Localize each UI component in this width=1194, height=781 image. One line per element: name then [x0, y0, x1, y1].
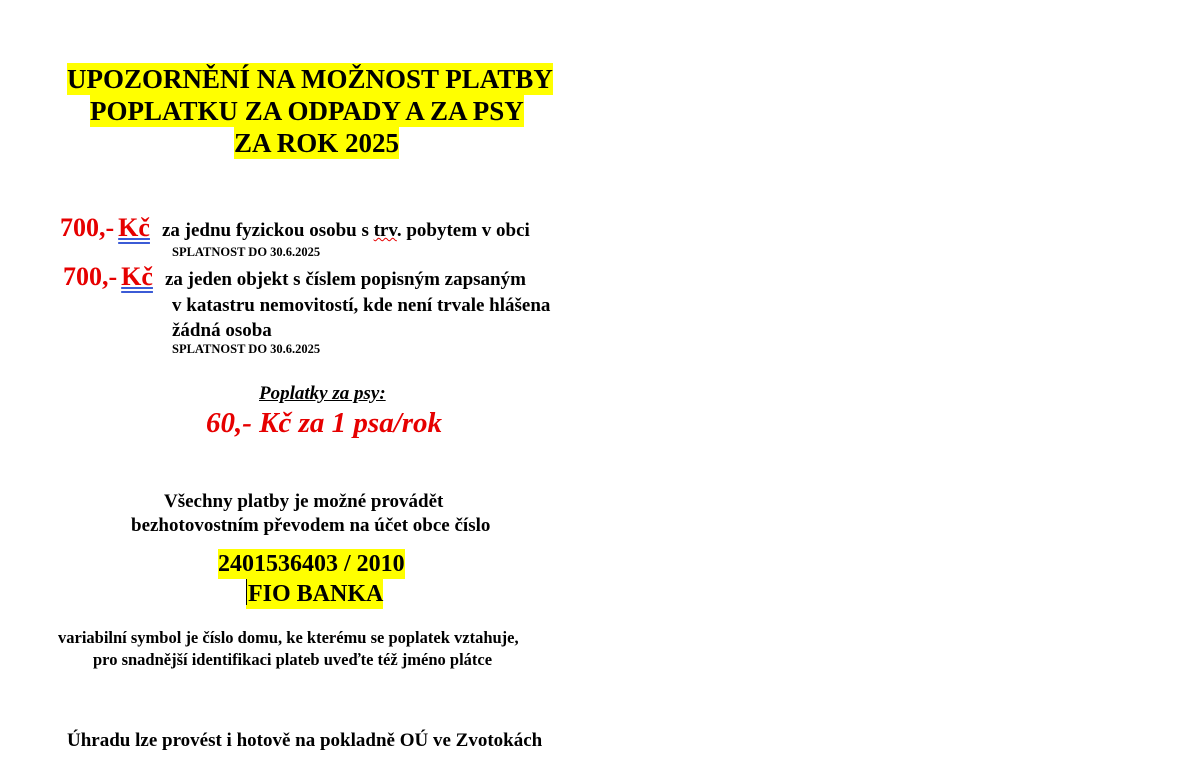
bank-name-text: FIO BANKA [248, 581, 384, 607]
fee-desc-part: . pobytem v obci [396, 220, 530, 241]
payment-line-2: bezhotovostním převodem na účet obce číslo [131, 515, 491, 536]
fee-currency: Kč [121, 262, 153, 291]
fee-row-2 [63, 262, 526, 292]
fee-amount: 700,- [60, 213, 115, 242]
bank-name [246, 579, 383, 609]
fee-desc-spellcheck: trv [373, 220, 397, 241]
fee-due-1: SPLATNOST DO 30.6.2025 [172, 245, 321, 259]
fee-due-2: SPLATNOST DO 30.6.2025 [172, 342, 321, 356]
fee-description-line-2: v katastru nemovitostí, kde není trvale hlášena [172, 295, 551, 316]
fee-desc-part: za jednu fyzickou osobu s [161, 220, 369, 241]
title-line-3: ZA ROK 2025 [234, 128, 400, 158]
fee-amount: 700,- [63, 262, 118, 291]
fee-row-1 [60, 213, 530, 243]
text-cursor [246, 579, 247, 605]
title-line-1: UPOZORNĚNÍ NA MOŽNOST PLATBY [67, 64, 553, 94]
fee-description [162, 220, 530, 241]
dog-fee-heading: Poplatky za psy: [259, 383, 386, 404]
fee-description-line-3: žádná osoba [172, 320, 272, 341]
dog-fee-amount: 60,- Kč za 1 psa/rok [206, 407, 443, 439]
note-line-1: variabilní symbol je číslo domu, ke kterému se poplatek vztahuje, [58, 628, 519, 647]
payment-line-1: Všechny platby je možné provádět [164, 491, 444, 512]
cash-payment-note: Úhradu lze provést i hotově na pokladně OÚ ve Zvotokách [67, 730, 543, 751]
note-line-2: pro snadnější identifikaci plateb uveďte též jméno plátce [93, 650, 493, 669]
title-line-2: POPLATKU ZA ODPADY A ZA PSY [90, 96, 524, 126]
account-number: 2401536403 / 2010 [218, 551, 405, 577]
fee-description-line-1: za jeden objekt s číslem popisným zapsaným [164, 269, 526, 290]
fee-currency: Kč [118, 213, 150, 242]
